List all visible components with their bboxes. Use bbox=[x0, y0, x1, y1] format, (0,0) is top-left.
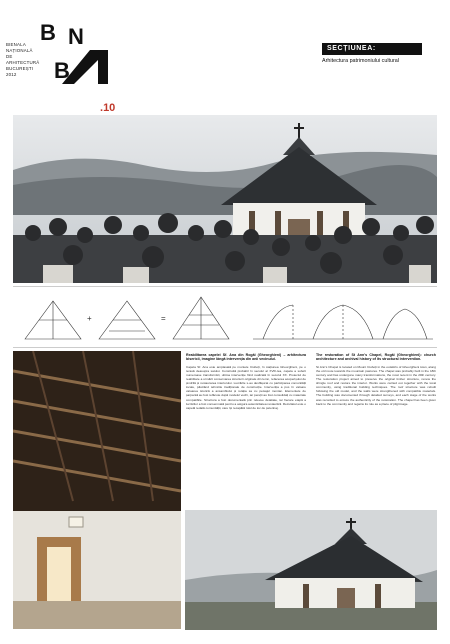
svg-text:+: + bbox=[87, 314, 92, 323]
bna-logo bbox=[6, 20, 116, 114]
photo-interior bbox=[13, 351, 181, 629]
photo-chapel-exterior bbox=[185, 510, 437, 630]
section-label: SECȚIUNEA: bbox=[322, 43, 422, 55]
logo-line: DE bbox=[6, 54, 13, 59]
logo-line: BIENALA bbox=[6, 42, 26, 47]
structural-drawings bbox=[13, 286, 437, 348]
chapel-crowd-illustration bbox=[13, 115, 437, 283]
body-en: St Ann's Chapel is located on Mount Ciuboți in the outskirts of Gheorghieni town, along the old route towards the mountain pastures. The chapel was probably built in the 18th century and has undergone many transformations, the most recent in the 20th century. The restoration project aimed to preserve the original timber structure, renew the shingle roof and restore the interior. Works were carried out together with the local community, using traditional building techniques. The roof structure was rebuilt following the old model, and the walls were strengthened with compatible materials. The building was documented through detailed surveys, and each stage of the works was recorded to ensure the authenticity of the restoration. The chapel has been given back to the community and regains its role as a place of pilgrimage. bbox=[316, 364, 436, 406]
logo-letter-b: B bbox=[40, 20, 56, 45]
text-column-en bbox=[316, 353, 436, 408]
body-ro: Capela Sf. Ana este amplasată pe muntele Ciuboți, în stațiunea Gheorghieni, pe o terasă deasupra satului. Construită probabil în secolul al XVIII-lea, capela a suferit numeroase transformări, ultima intervenție fiind realizată în secolul XX. Proiectul de reabilitare a urmărit conservarea structurii originale din lemn, refacerea acoperișului de șindrilă și restaurarea interiorului. Lucrările s-au desfășurat cu participarea comunității locale, păstrând tehnicile tradiționale de construcție. Intervenția a pus în valoare valoarea istorică a ansamblului și relația sa cu peisajul montan. Elementele de șarpantă au fost refăcute după modelul vechi, iar pereții au fost consolidați cu materiale compatibile. Structura a fost documentată prin relevee detaliate, iar fiecare etapă a lucrărilor a fost consemnată pentru a asigura autenticitatea restaurării. Rezultatul este o capelă redată comunității, care își recapătă rolul de loc de pelerinaj. bbox=[186, 364, 306, 410]
svg-text:=: = bbox=[161, 314, 166, 323]
section-name: Arhitectura patrimoniului cultural bbox=[322, 58, 400, 64]
logo-letter-n: N bbox=[68, 24, 84, 49]
photo-chapel-crowd bbox=[13, 115, 437, 283]
chapel-exterior-illustration bbox=[185, 510, 437, 630]
roof-truss-drawings bbox=[13, 287, 437, 349]
logo-line: ARHITECTURĂ bbox=[6, 60, 40, 65]
logo-number: .10 bbox=[100, 102, 116, 114]
interior-illustration bbox=[13, 351, 181, 629]
logo-subtitle bbox=[6, 42, 46, 78]
logo-letter-b2: B bbox=[54, 58, 70, 83]
text-column-ro bbox=[186, 353, 306, 412]
logo-number-value: 10 bbox=[103, 102, 116, 114]
caption-ro: Reabilitarea capelei Sf. Ana din Rogăi (Gheorghieni) – arhitectura bisericii, imagine lângă intervenția din anii vecinului. bbox=[186, 353, 306, 362]
logo-line: 2012 bbox=[6, 72, 17, 77]
logo-line: BUCUREȘTI bbox=[6, 66, 34, 71]
logo-line: NAȚIONALĂ bbox=[6, 48, 33, 53]
caption-en: The restoration of St Ann's Chapel, Rogăi (Gheorghieni): church architecture and archival history of its structural intervention. bbox=[316, 353, 436, 362]
